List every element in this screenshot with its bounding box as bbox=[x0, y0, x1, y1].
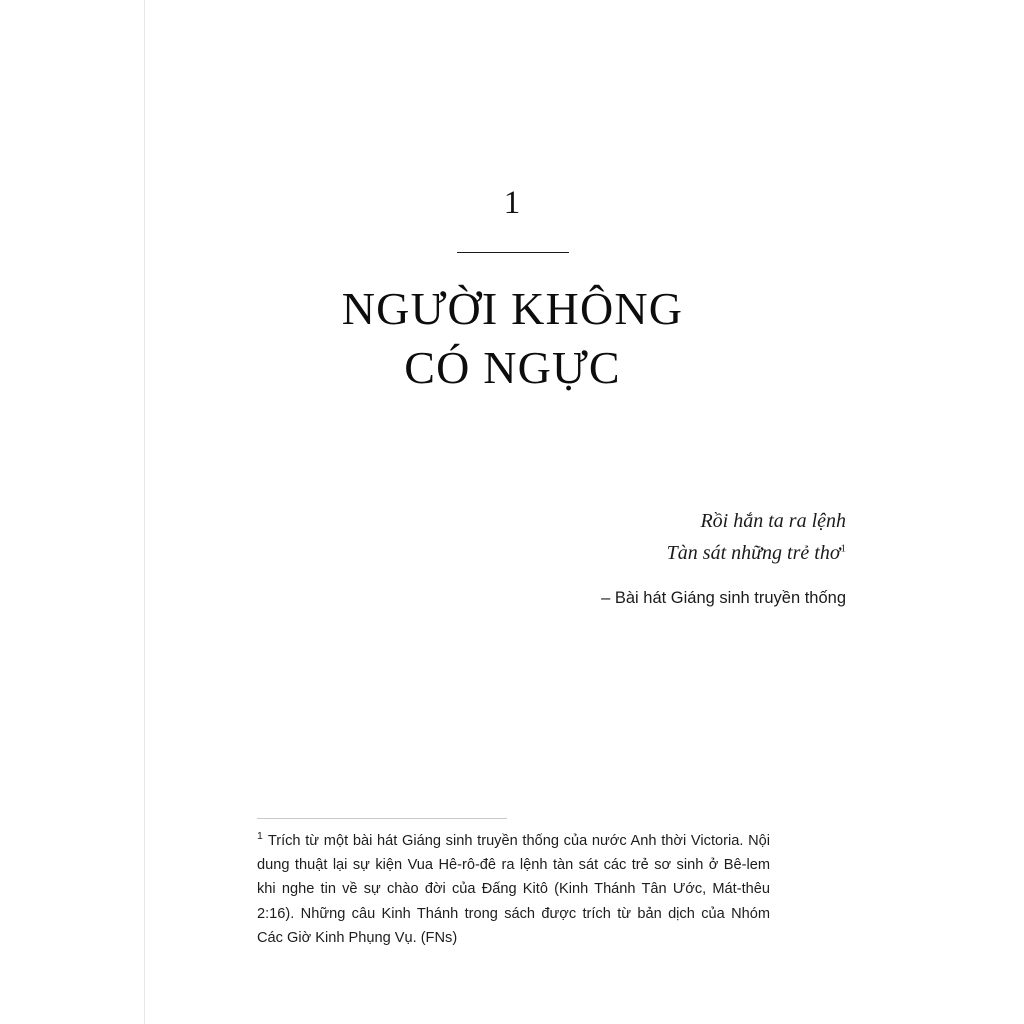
epigraph-footnote-marker: 1 bbox=[840, 542, 846, 555]
chapter-title-line-2: CÓ NGỰC bbox=[404, 341, 621, 393]
footnote-text: Trích từ một bài hát Giáng sinh truyền thống của nước Anh thời Victoria. Nội dung thuật lại sự kiện Vua Hê-rô-đê ra lệnh tàn sát các trẻ sơ sinh ở Bê-lem khi nghe tin về sự chào đời của Đấng Kitô (Kinh Thánh Tân Ước, Mát-thêu 2:16). Những câu Kinh Thánh trong sách được trích từ bản dịch của Nhóm Các Giờ Kinh Phụng Vụ. (FNs) bbox=[257, 832, 770, 946]
chapter-divider-rule bbox=[457, 252, 569, 253]
chapter-number: 1 bbox=[503, 185, 522, 221]
epigraph-line-2 bbox=[416, 537, 846, 569]
epigraph-line-1: Rồi hắn ta ra lệnh bbox=[700, 510, 846, 532]
footnote-marker: 1 bbox=[257, 830, 263, 842]
epigraph-attribution: – Bài hát Giáng sinh truyền thống bbox=[601, 589, 846, 607]
page-sheet bbox=[145, 0, 880, 1024]
epigraph bbox=[416, 505, 846, 570]
chapter-title bbox=[145, 280, 880, 398]
chapter-title-line-1: NGƯỜI KHÔNG bbox=[341, 283, 684, 334]
epigraph-line-2-text: Tàn sát những trẻ thơ bbox=[666, 542, 841, 565]
footnote-separator-rule bbox=[257, 818, 507, 819]
footnote bbox=[257, 828, 770, 950]
